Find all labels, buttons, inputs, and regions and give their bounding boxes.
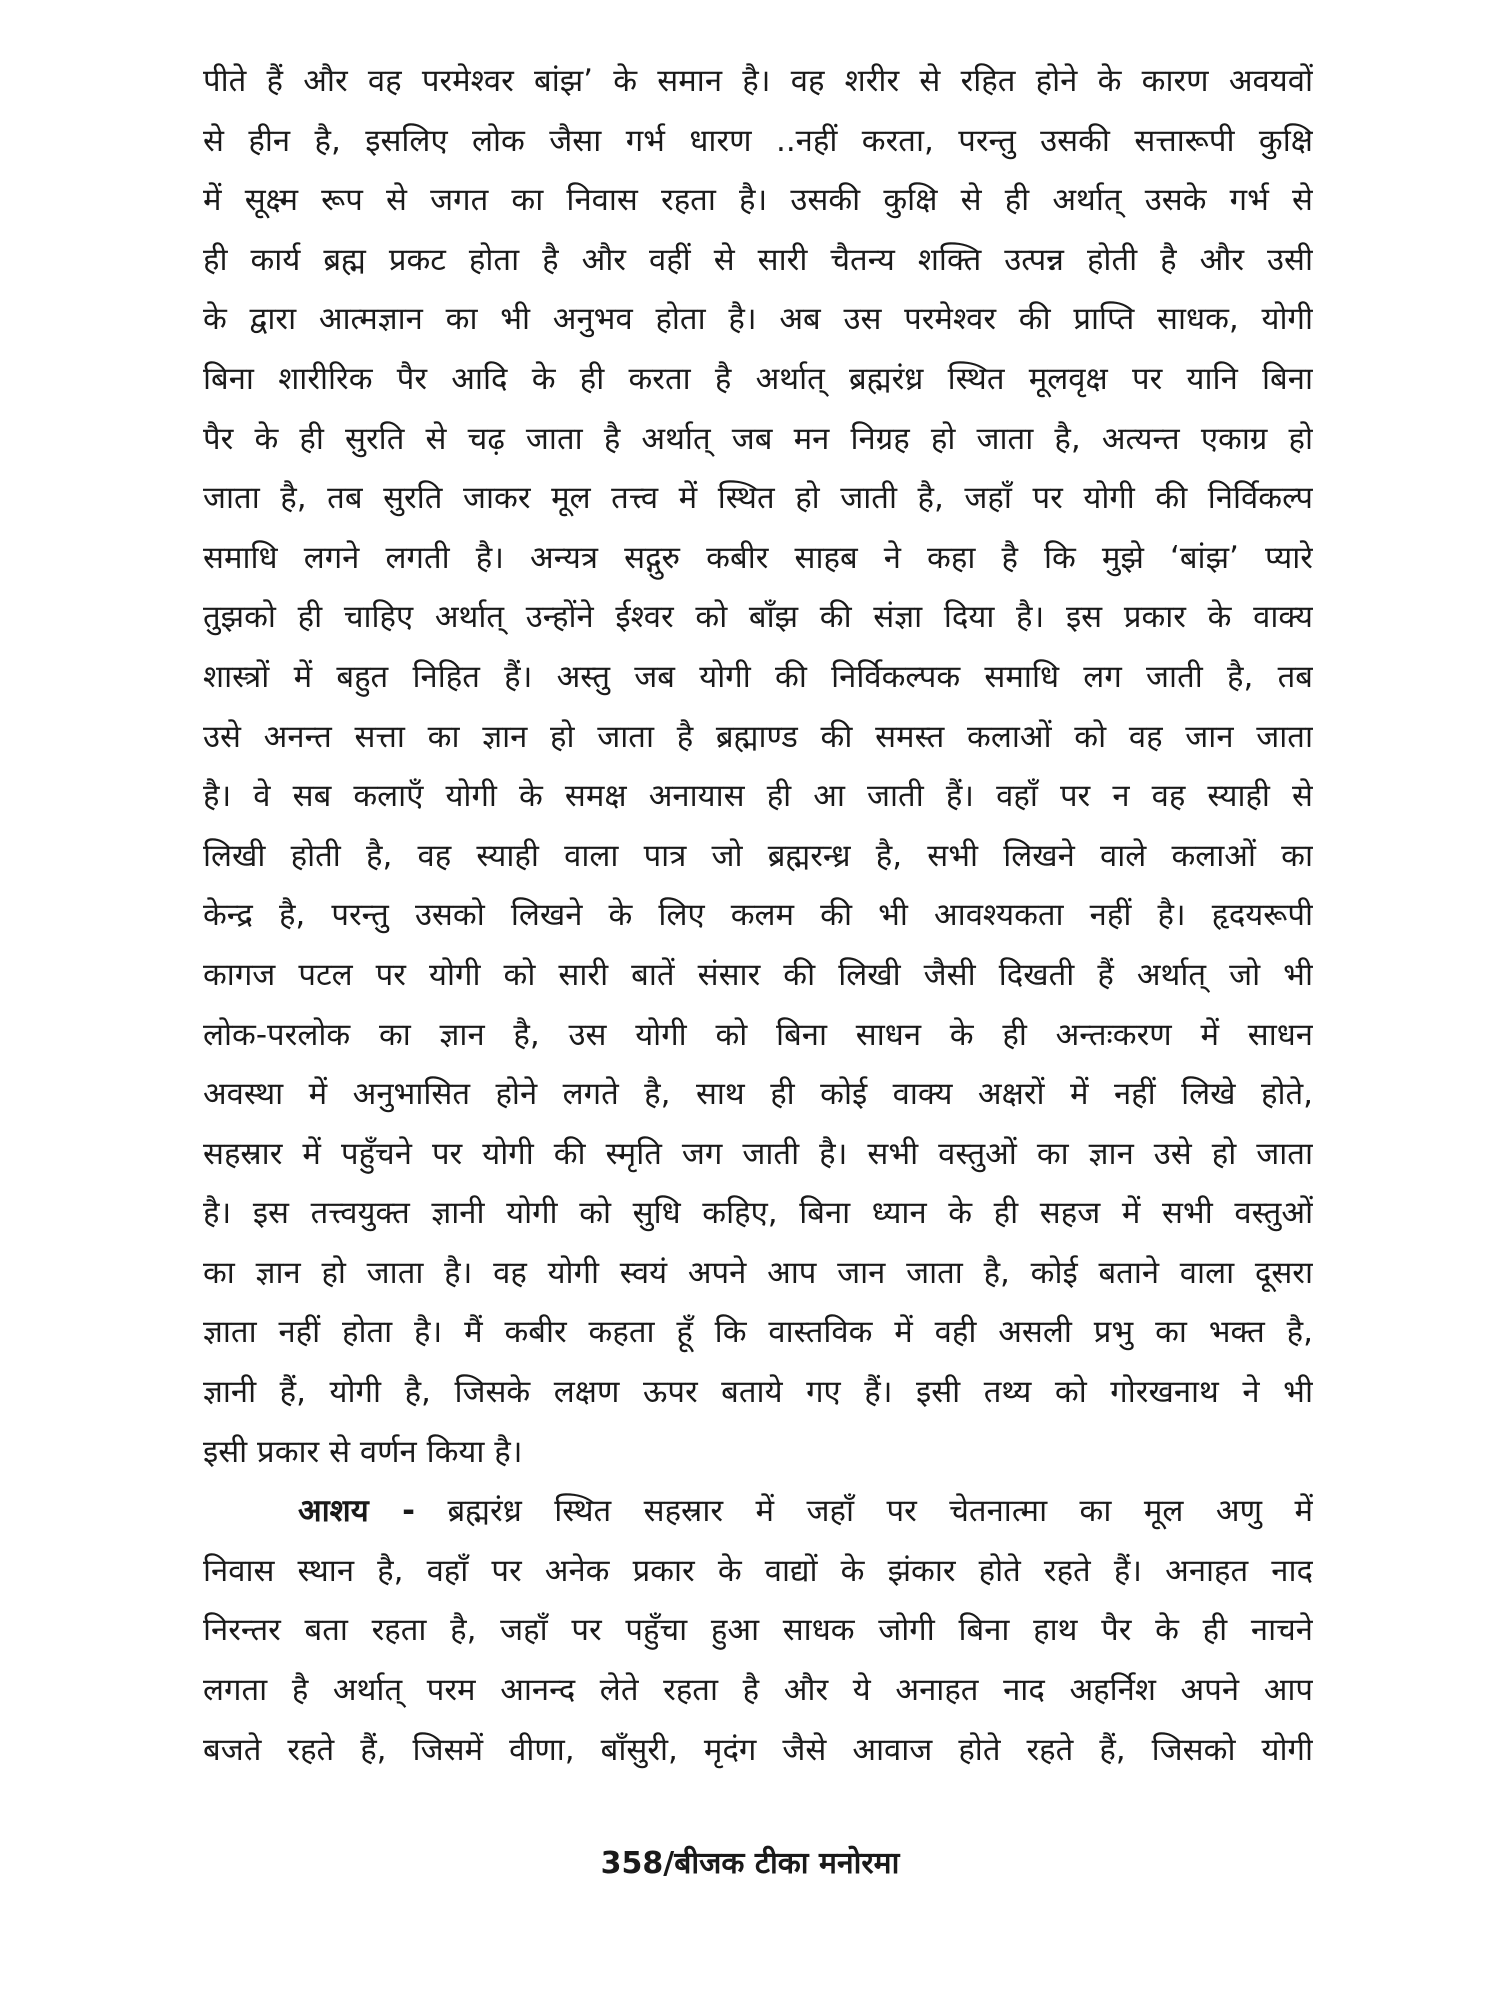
text-line: है। वे सब कलाएँ योगी के समक्ष अनायास ही आ जाती हैं। वहाँ पर न वह स्याही से	[203, 778, 1313, 815]
paragraph-2	[203, 1482, 1313, 1780]
text-line: ज्ञाता नहीं होता है। मैं कबीर कहता हूँ कि वास्तविक में वही असली प्रभु का भक्त है,	[203, 1314, 1313, 1351]
text-line: जाता है, तब सुरति जाकर मूल तत्त्व में स्थित हो जाती है, जहाँ पर योगी की निर्विकल्प	[203, 480, 1313, 517]
body-text	[203, 52, 1313, 1780]
text-line: बिना शारीरिक पैर आदि के ही करता है अर्थात् ब्रह्मरंध्र स्थित मूलवृक्ष पर यानि बिना	[203, 360, 1313, 397]
text-line: के द्वारा आत्मज्ञान का भी अनुभव होता है। अब उस परमेश्वर की प्राप्ति साधक, योगी	[203, 301, 1313, 338]
text-line	[203, 1482, 1313, 1542]
text-line: है। इस तत्त्वयुक्त ज्ञानी योगी को सुधि कहिए, बिना ध्यान के ही सहज में सभी वस्तुओं	[203, 1195, 1313, 1232]
text-line: लिखी होती है, वह स्याही वाला पात्र जो ब्रह्मरन्ध्र है, सभी लिखने वाले कलाओं का	[203, 837, 1313, 874]
text-line: पैर के ही सुरति से चढ़ जाता है अर्थात् जब मन निग्रह हो जाता है, अत्यन्त एकाग्र हो	[203, 420, 1313, 457]
text-line: से हीन है, इसलिए लोक जैसा गर्भ धारण ..नहीं करता, परन्तु उसकी सत्तारूपी कुक्षि	[203, 122, 1313, 159]
text-line: ही कार्य ब्रह्म प्रकट होता है और वहीं से सारी चैतन्य शक्ति उत्पन्न होती है और उसी	[203, 241, 1313, 278]
text-line: केन्द्र है, परन्तु उसको लिखने के लिए कलम की भी आवश्यकता नहीं है। हृदयरूपी	[203, 897, 1313, 934]
paragraph-heading: आशय -	[298, 1493, 416, 1530]
paragraph-1	[203, 52, 1313, 1482]
text-line: समाधि लगने लगती है। अन्यत्र सद्गुरु कबीर साहब ने कहा है कि मुझे ‘बांझ’ प्यारे	[203, 539, 1313, 576]
text-line: तुझको ही चाहिए अर्थात् उन्होंने ईश्वर को बाँझ की संज्ञा दिया है। इस प्रकार के वाक्य	[203, 599, 1313, 636]
text-line: शास्त्रों में बहुत निहित हैं। अस्तु जब योगी की निर्विकल्पक समाधि लग जाती है, तब	[203, 658, 1313, 695]
text-line: लगता है अर्थात् परम आनन्द लेते रहता है और ये अनाहत नाद अहर्निश अपने आप	[203, 1672, 1313, 1709]
text-line: इसी प्रकार से वर्णन किया है।	[203, 1433, 523, 1470]
text-line: ज्ञानी हैं, योगी है, जिसके लक्षण ऊपर बताये गए हैं। इसी तथ्य को गोरखनाथ ने भी	[203, 1374, 1313, 1411]
text-line: सहस्रार में पहुँचने पर योगी की स्मृति जग जाती है। सभी वस्तुओं का ज्ञान उसे हो जाता	[203, 1135, 1313, 1172]
text-line: अवस्था में अनुभासित होने लगते है, साथ ही कोई वाक्य अक्षरों में नहीं लिखे होते,	[203, 1076, 1313, 1113]
text-line: निरन्तर बता रहता है, जहाँ पर पहुँचा हुआ साधक जोगी बिना हाथ पैर के ही नाचने	[203, 1612, 1313, 1649]
text-line: कागज पटल पर योगी को सारी बातें संसार की लिखी जैसी दिखती हैं अर्थात् जो भी	[203, 956, 1313, 993]
text-line: निवास स्थान है, वहाँ पर अनेक प्रकार के वाद्यों के झंकार होते रहते हैं। अनाहत नाद	[203, 1552, 1313, 1589]
page-footer: 358/बीजक टीका मनोरमा	[600, 1846, 900, 1881]
text-line: में सूक्ष्म रूप से जगत का निवास रहता है। उसकी कुक्षि से ही अर्थात् उसके गर्भ से	[203, 182, 1313, 219]
text-line: का ज्ञान हो जाता है। वह योगी स्वयं अपने आप जान जाता है, कोई बताने वाला दूसरा	[203, 1254, 1313, 1291]
heading-line-text: ब्रह्मरंध्र स्थित सहस्रार में जहाँ पर चेतनात्मा का मूल अणु में	[415, 1493, 1313, 1530]
text-line: उसे अनन्त सत्ता का ज्ञान हो जाता है ब्रह्माण्ड की समस्त कलाओं को वह जान जाता	[203, 718, 1313, 755]
text-line: बजते रहते हैं, जिसमें वीणा, बाँसुरी, मृदंग जैसे आवाज होते रहते हैं, जिसको योगी	[203, 1731, 1313, 1768]
text-line: पीते हैं और वह परमेश्वर बांझ’ के समान है। वह शरीर से रहित होने के कारण अवयवों	[203, 63, 1313, 99]
text-line: लोक-परलोक का ज्ञान है, उस योगी को बिना साधन के ही अन्तःकरण में साधन	[203, 1016, 1313, 1053]
